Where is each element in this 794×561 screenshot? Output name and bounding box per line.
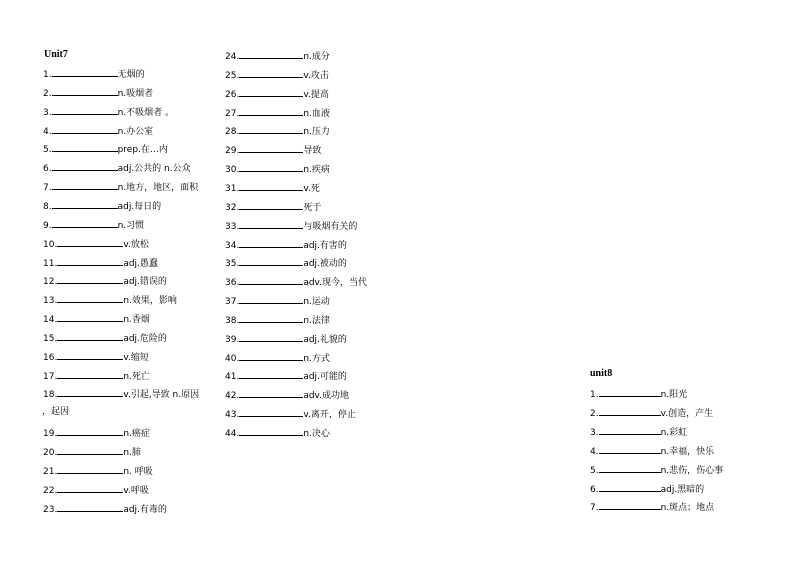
vocab-item <box>590 463 723 475</box>
item-definition: 死于 <box>303 202 322 213</box>
item-definition: n.疾病 <box>303 165 330 176</box>
answer-blank[interactable] <box>57 331 123 341</box>
answer-blank[interactable] <box>239 426 303 436</box>
vocab-item <box>43 350 149 362</box>
answer-blank[interactable] <box>239 143 303 153</box>
vocab-item <box>43 124 153 136</box>
vocab-item <box>43 86 153 98</box>
answer-blank[interactable] <box>239 87 303 97</box>
item-number: 24. <box>225 52 240 62</box>
answer-blank[interactable] <box>239 407 303 417</box>
item-number: 1. <box>590 390 599 400</box>
answer-blank[interactable] <box>239 162 303 172</box>
item-definition: n.血液 <box>303 108 330 119</box>
vocab-item <box>43 105 174 117</box>
item-number: 44. <box>225 429 240 439</box>
vocab-item <box>225 332 347 344</box>
vocab-item <box>590 500 714 512</box>
vocab-item <box>43 483 149 495</box>
item-number: 3. <box>590 427 599 438</box>
item-number: 19. <box>43 429 58 439</box>
item-definition: n.运动 <box>303 297 330 308</box>
item-number: 5. <box>43 145 52 155</box>
vocab-item <box>225 426 330 438</box>
vocab-item <box>43 237 149 249</box>
item-definition: n.吸烟者 <box>117 89 154 99</box>
item-number: 38. <box>225 315 240 326</box>
item-number: 37. <box>225 297 240 308</box>
answer-blank[interactable] <box>52 199 118 209</box>
item-definition: n.死亡 <box>123 372 150 382</box>
item-definition: 导致 <box>303 146 322 157</box>
answer-blank[interactable] <box>57 350 123 360</box>
item-definition: n.斑点；地点 <box>660 503 715 514</box>
item-number: 29. <box>225 146 240 157</box>
answer-blank[interactable] <box>239 200 303 210</box>
answer-blank[interactable] <box>239 106 303 116</box>
vocab-item <box>43 218 144 230</box>
vocab-item <box>43 274 167 286</box>
answer-blank[interactable] <box>52 161 118 171</box>
answer-blank[interactable] <box>57 502 123 512</box>
item-definition: n.法律 <box>303 315 330 326</box>
item-definition: n. 呼吸 <box>123 467 153 477</box>
item-definition: v.创造，产生 <box>660 408 714 419</box>
answer-blank[interactable] <box>57 387 123 397</box>
item-definition: adj.礼貌的 <box>303 334 347 345</box>
answer-blank[interactable] <box>52 218 118 228</box>
item-definition: prep.在…内 <box>117 145 168 155</box>
answer-blank[interactable] <box>599 500 661 510</box>
vocab-item <box>43 312 150 324</box>
item-definition: n.幸福，快乐 <box>660 446 715 457</box>
item-number: 27. <box>225 108 240 119</box>
item-definition: adj.愚蠢 <box>123 259 158 269</box>
item-number: 36. <box>225 278 240 289</box>
answer-blank[interactable] <box>239 351 303 361</box>
item-number: 42. <box>225 391 240 402</box>
item-number: 3. <box>43 108 52 118</box>
answer-blank[interactable] <box>52 67 118 77</box>
vocab-item <box>225 219 357 231</box>
answer-blank[interactable] <box>239 369 303 379</box>
item-number: 13. <box>43 296 58 306</box>
answer-blank[interactable] <box>52 105 118 115</box>
item-number: 25. <box>225 70 240 81</box>
vocab-item <box>225 106 330 118</box>
answer-blank[interactable] <box>599 425 661 435</box>
answer-blank[interactable] <box>57 483 123 493</box>
vocab-item <box>43 331 167 343</box>
vocab-item <box>225 200 321 212</box>
item-number: 12. <box>43 277 58 287</box>
vocab-item <box>43 161 191 173</box>
item-definition: n.地方，地区，面积 <box>117 183 199 193</box>
vocab-item <box>225 369 347 381</box>
vocab-item <box>225 256 347 268</box>
item-definition: n.压力 <box>303 127 330 138</box>
item-definition: n.肺 <box>123 448 141 458</box>
answer-blank[interactable] <box>239 49 303 59</box>
item-number: 11. <box>43 259 58 269</box>
vocab-item <box>225 388 349 400</box>
item-number: 40. <box>225 353 240 364</box>
item-definition: adj.可能的 <box>303 372 347 383</box>
item-number: 4. <box>590 446 599 457</box>
item-number: 41. <box>225 372 240 383</box>
answer-blank[interactable] <box>239 313 303 323</box>
item-definition: n.彩虹 <box>660 427 688 438</box>
answer-blank[interactable] <box>239 219 303 229</box>
vocab-item <box>225 181 320 193</box>
vocab-item <box>43 464 153 476</box>
item-definition: v.放松 <box>123 240 149 250</box>
item-number: 2. <box>43 89 52 99</box>
item-18-continuation: ，起因 <box>42 407 70 417</box>
item-definition: 无烟的 <box>117 70 145 80</box>
item-number: 43. <box>225 410 240 421</box>
item-definition: n.办公室 <box>117 127 154 137</box>
answer-blank[interactable] <box>239 238 303 248</box>
answer-blank[interactable] <box>57 369 123 379</box>
item-definition: v.死 <box>303 183 320 194</box>
vocab-item <box>225 162 330 174</box>
vocab-item <box>43 293 177 305</box>
answer-blank[interactable] <box>239 68 303 78</box>
item-definition: n.方式 <box>303 353 330 364</box>
item-number: 30. <box>225 165 240 176</box>
item-definition: adv.现今，当代 <box>303 278 368 289</box>
item-definition: adj.黑暗的 <box>660 484 705 495</box>
item-definition: n.效果，影响 <box>123 296 177 306</box>
answer-blank[interactable] <box>57 464 123 474</box>
unit7-heading: Unit7 <box>44 49 68 60</box>
vocab-item <box>225 124 330 136</box>
item-number: 6. <box>590 484 599 495</box>
answer-blank[interactable] <box>599 482 661 492</box>
vocab-item <box>43 180 198 192</box>
vocab-item <box>43 67 145 79</box>
item-number: 18. <box>43 390 58 400</box>
vocab-item <box>43 502 167 514</box>
item-number: 2. <box>590 408 599 419</box>
item-number: 8. <box>43 202 52 212</box>
answer-blank[interactable] <box>57 293 123 303</box>
item-number: 33. <box>225 221 240 232</box>
item-number: 39. <box>225 334 240 345</box>
vocab-item <box>590 444 714 456</box>
item-number: 22. <box>43 486 58 496</box>
vocab-item <box>43 256 158 268</box>
vocab-item <box>590 406 713 418</box>
item-number: 17. <box>43 372 58 382</box>
vocab-item <box>43 445 141 457</box>
item-definition: adj.被动的 <box>303 259 347 270</box>
item-number: 4. <box>43 127 52 137</box>
item-definition: v.攻击 <box>303 70 329 81</box>
item-number: 20. <box>43 448 58 458</box>
vocab-item <box>590 425 687 437</box>
item-number: 14. <box>43 315 58 325</box>
item-number: 9. <box>43 221 52 231</box>
item-definition: adj.公共的 n.公众 <box>117 164 191 174</box>
item-number: 16. <box>43 353 58 363</box>
answer-blank[interactable] <box>239 256 303 266</box>
vocab-item <box>43 199 161 211</box>
answer-blank[interactable] <box>52 142 118 152</box>
vocab-item <box>225 351 330 363</box>
answer-blank[interactable] <box>239 294 303 304</box>
item-definition: 与吸烟有关的 <box>303 221 358 232</box>
vocab-item <box>43 142 168 154</box>
vocab-item <box>225 275 367 287</box>
vocab-item <box>590 482 704 494</box>
answer-blank[interactable] <box>52 124 118 134</box>
item-definition: n.阳光 <box>660 390 688 400</box>
item-number: 35. <box>225 259 240 270</box>
item-number: 32. <box>225 202 240 213</box>
vocab-item <box>43 426 150 438</box>
item-definition: n.香烟 <box>123 315 150 325</box>
vocab-item <box>225 407 356 419</box>
answer-blank[interactable] <box>239 332 303 342</box>
item-definition: adj.有害的 <box>303 240 347 251</box>
answer-blank[interactable] <box>599 406 661 416</box>
item-number: 7. <box>590 503 599 514</box>
item-definition: n.癌症 <box>123 429 150 439</box>
answer-blank[interactable] <box>57 274 123 284</box>
vocab-item <box>225 238 347 250</box>
item-number: 28. <box>225 127 240 138</box>
item-number: 1. <box>43 70 52 80</box>
item-definition: n.习惯 <box>117 221 145 231</box>
answer-blank[interactable] <box>52 86 118 96</box>
item-definition: n.成分 <box>303 52 330 62</box>
vocab-item <box>590 387 687 399</box>
item-definition: n.悲伤，伤心事 <box>660 465 724 476</box>
item-number: 5. <box>590 465 599 476</box>
answer-blank[interactable] <box>599 444 661 454</box>
vocab-item <box>225 87 329 99</box>
item-number: 7. <box>43 183 52 193</box>
item-number: 26. <box>225 89 240 100</box>
answer-blank[interactable] <box>239 181 303 191</box>
answer-blank[interactable] <box>239 388 303 398</box>
item-definition: n.不吸烟者 。 <box>117 108 175 118</box>
item-definition: adj.错误的 <box>123 277 167 287</box>
item-number: 6. <box>43 164 52 174</box>
answer-blank[interactable] <box>599 387 661 397</box>
item-definition: adj.每日的 <box>117 202 162 212</box>
vocab-item <box>225 313 330 325</box>
answer-blank[interactable] <box>57 426 123 436</box>
vocab-item <box>225 49 330 61</box>
vocab-item <box>43 387 199 399</box>
item-definition: v.提高 <box>303 89 329 100</box>
answer-blank[interactable] <box>52 180 118 190</box>
vocab-item <box>43 369 150 381</box>
item-number: 31. <box>225 183 240 194</box>
answer-blank[interactable] <box>599 463 661 473</box>
item-number: 34. <box>225 240 240 251</box>
item-definition: v.呼吸 <box>123 486 149 496</box>
answer-blank[interactable] <box>239 275 303 285</box>
vocab-item <box>225 68 329 80</box>
answer-blank[interactable] <box>239 124 303 134</box>
item-definition: v.引起,导致 n.原因 <box>123 390 200 400</box>
item-definition: n.决心 <box>303 429 330 439</box>
item-number: 15. <box>43 334 58 344</box>
item-definition: v.离开，停止 <box>303 410 356 421</box>
vocab-item <box>225 143 321 155</box>
item-definition: v.缩短 <box>123 353 149 363</box>
item-number: 21. <box>43 467 58 477</box>
item-number: 10. <box>43 240 58 250</box>
answer-blank[interactable] <box>57 256 123 266</box>
unit8-heading: unit8 <box>590 368 613 379</box>
item-number: 23. <box>43 505 58 515</box>
item-definition: adj.有毒的 <box>123 505 167 515</box>
item-definition: adj.危险的 <box>123 334 167 344</box>
vocab-item <box>225 294 330 306</box>
answer-blank[interactable] <box>57 237 123 247</box>
answer-blank[interactable] <box>57 445 123 455</box>
answer-blank[interactable] <box>57 312 123 322</box>
item-definition: adv.成功地 <box>303 391 350 402</box>
